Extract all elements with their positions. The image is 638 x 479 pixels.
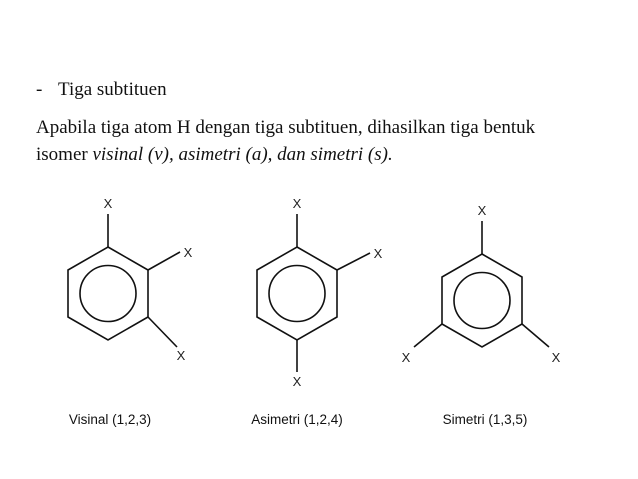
bullet-dash: - xyxy=(36,79,43,100)
ring-aromatic-circle xyxy=(269,266,325,322)
substituent-label: X xyxy=(103,196,113,211)
substituent-label: X xyxy=(477,203,487,218)
ring-aromatic-circle xyxy=(80,266,136,322)
bond-x-3 xyxy=(522,324,549,347)
benzene-simetri xyxy=(414,221,549,347)
ring-aromatic-circle xyxy=(454,273,510,329)
bond-x-2 xyxy=(148,252,180,270)
substituent-label: X xyxy=(292,196,302,211)
substituent-label: X xyxy=(401,350,411,365)
caption-simetri: Simetri (1,3,5) xyxy=(442,412,528,427)
paragraph-line-1: Apabila tiga atom H dengan tiga subtituen, dihasilkan tiga bentuk xyxy=(36,117,536,138)
paragraph-line-2-italic: visinal (v), asimetri (a), dan simetri (s). xyxy=(92,144,393,165)
substituent-label: X xyxy=(373,246,383,261)
benzene-visinal xyxy=(68,214,180,347)
bond-x-3 xyxy=(148,317,177,347)
bond-x-2 xyxy=(337,253,370,270)
caption-visinal: Visinal (1,2,3) xyxy=(68,412,152,427)
substituent-label: X xyxy=(551,350,561,365)
bullet-text: Tiga subtituen xyxy=(58,79,167,100)
substituent-label: X xyxy=(176,348,186,363)
caption-asimetri: Asimetri (1,2,4) xyxy=(251,412,343,427)
paragraph-line-2-prefix: isomer xyxy=(36,144,93,165)
substituent-label: X xyxy=(292,374,302,389)
substituent-label: X xyxy=(183,245,193,260)
benzene-asimetri xyxy=(257,214,370,372)
bond-x-5 xyxy=(414,324,442,347)
